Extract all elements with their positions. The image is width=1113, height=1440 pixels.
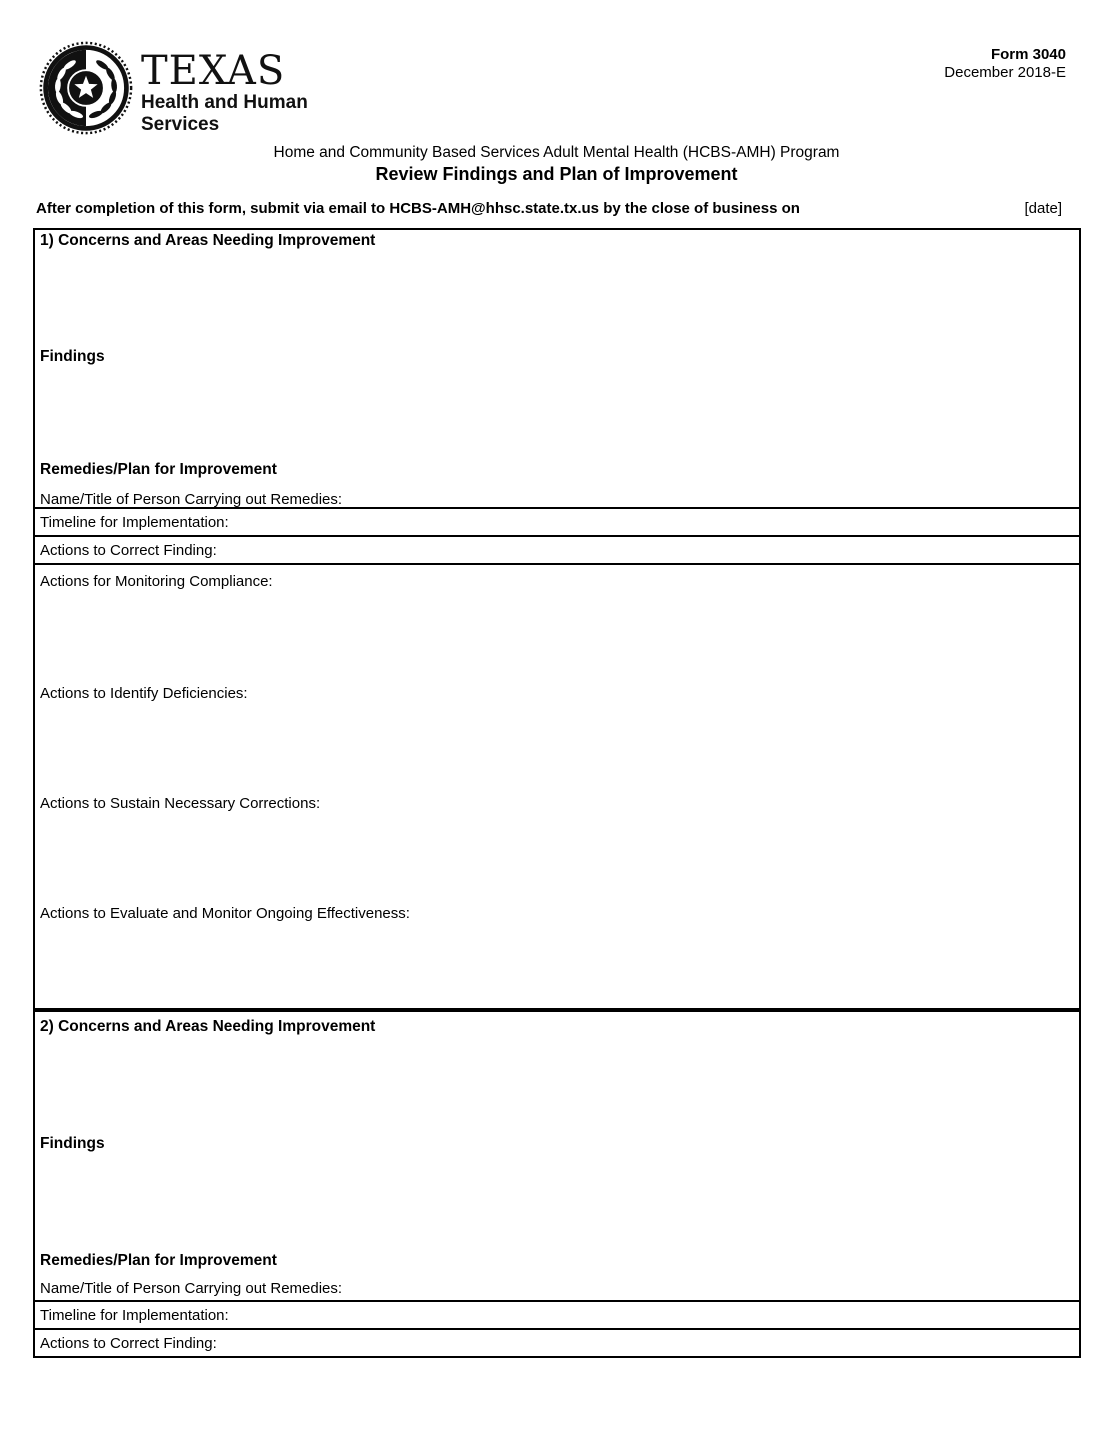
section-1-findings-label: Findings (40, 348, 105, 365)
submission-instruction: After completion of this form, submit via email to HCBS-AMH@hhsc.state.tx.us by the close of business on (36, 200, 800, 217)
section-1-findings-field[interactable] (39, 370, 1075, 455)
date-placeholder[interactable]: [date] (1024, 200, 1062, 217)
logo-agency-name: TEXAS (141, 48, 286, 94)
section-2-remedies-label: Remedies/Plan for Improvement (40, 1252, 277, 1269)
section-1-identify-label: Actions to Identify Deficiencies: (40, 685, 248, 702)
program-name: Home and Community Based Services Adult Mental Health (HCBS-AMH) Program (273, 144, 840, 161)
form-title: Review Findings and Plan of Improvement (375, 164, 738, 184)
section-1-identify-field[interactable] (39, 707, 1075, 789)
submission-instruction-row (36, 200, 1062, 217)
section-1-remedies-label: Remedies/Plan for Improvement (40, 461, 277, 478)
section-2-name-title-label: Name/Title of Person Carrying out Remedies: (40, 1280, 343, 1297)
section-1-name-title-label: Name/Title of Person Carrying out Remedies: (40, 491, 343, 508)
logo-dept-line2: Services (141, 113, 220, 135)
section-1-sustain-label: Actions to Sustain Necessary Corrections: (40, 795, 321, 812)
section-1-concerns-field[interactable] (39, 254, 1075, 342)
section-2-timeline-field[interactable] (229, 1307, 1075, 1323)
section-2-findings-label: Findings (40, 1135, 105, 1152)
section-1-timeline-field[interactable] (229, 514, 1075, 530)
section-2-correct-finding-label: Actions to Correct Finding: (40, 1334, 217, 1352)
form-number: Form 3040 (990, 46, 1066, 63)
section-2-correct-finding-row (35, 1328, 1079, 1356)
section-1-heading: 1) Concerns and Areas Needing Improvement (40, 232, 376, 249)
section-1-correct-finding-label: Actions to Correct Finding: (40, 541, 217, 559)
form-id-block (944, 46, 1066, 82)
section-1-monitoring-label: Actions for Monitoring Compliance: (40, 573, 273, 590)
section-2-timeline-label: Timeline for Implementation: (40, 1306, 229, 1324)
section-1-top-cell (35, 230, 1079, 507)
section-1-evaluate-field[interactable] (39, 927, 1075, 1005)
section-2-heading: 2) Concerns and Areas Needing Improvement (40, 1018, 376, 1035)
section-1-evaluate-label: Actions to Evaluate and Monitor Ongoing Effectiveness: (40, 905, 410, 922)
section-2-findings-field[interactable] (39, 1157, 1075, 1245)
section-1 (33, 228, 1081, 1010)
section-2-timeline-row (35, 1300, 1079, 1328)
logo-wordmark (141, 48, 308, 135)
section-2 (33, 1010, 1081, 1358)
section-2-correct-finding-field[interactable] (217, 1335, 1075, 1351)
section-1-timeline-label: Timeline for Implementation: (40, 513, 229, 531)
section-1-monitoring-field[interactable] (39, 595, 1075, 679)
logo-dept-line1: Health and Human (141, 92, 308, 113)
section-2-name-title-field[interactable] (342, 1280, 1075, 1298)
section-1-correct-finding-field[interactable] (217, 542, 1075, 558)
section-2-top-cell (35, 1012, 1079, 1300)
form-revision-date: December 2018-E (944, 64, 1066, 81)
section-2-concerns-field[interactable] (39, 1040, 1075, 1128)
section-1-timeline-row (35, 507, 1079, 535)
section-1-correct-finding-row (35, 535, 1079, 563)
texas-hhs-seal-icon (39, 41, 133, 135)
section-1-sustain-field[interactable] (39, 817, 1075, 899)
section-1-actions-cell (35, 563, 1079, 1008)
